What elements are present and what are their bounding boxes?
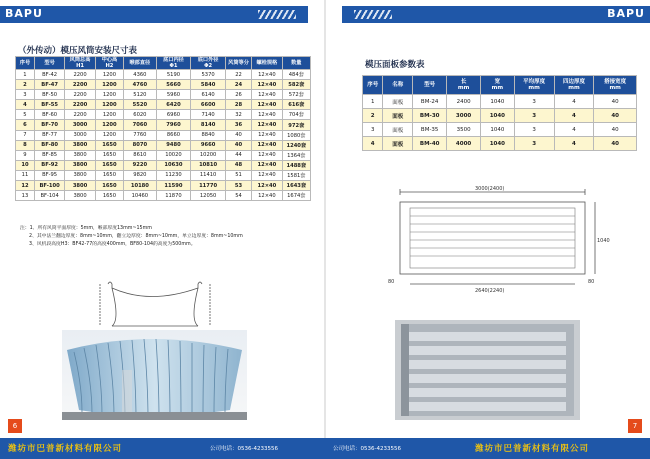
table-cell: 3500 (447, 123, 481, 137)
table-cell: 12×40 (252, 130, 282, 140)
col-name: 名称 (383, 76, 413, 95)
table-cell: 3 (514, 95, 554, 109)
table-cell: 6420 (156, 100, 191, 110)
col-quantity: 数量 (282, 57, 310, 70)
table-cell: 1674套 (282, 191, 310, 201)
table-cell: 1650 (95, 181, 123, 191)
table-cell: 4 (554, 123, 594, 137)
table-cell: 8 (16, 140, 35, 150)
table-cell: 7060 (124, 120, 157, 130)
table-cell: 9660 (191, 140, 226, 150)
table-cell: 面板 (383, 95, 413, 109)
table-cell: 11590 (156, 181, 191, 191)
table-cell: 51 (225, 170, 251, 180)
table-cell: 6140 (191, 90, 226, 100)
panel-table-body (363, 95, 637, 151)
table-cell: BF-42 (34, 70, 64, 80)
table-cell: 7 (16, 130, 35, 140)
stripe-decoration (258, 10, 296, 19)
table-cell: 3800 (65, 160, 95, 170)
panel-technical-drawing (380, 180, 610, 295)
col-divisions: 风筒等分 (225, 57, 251, 70)
table-header-row (363, 76, 637, 95)
table-cell: 2200 (65, 100, 95, 110)
brand-logo-left: BAPU (5, 7, 43, 20)
table-cell: 面板 (383, 109, 413, 123)
table-cell: 2200 (65, 80, 95, 90)
table-row (16, 160, 311, 170)
table-cell: 40 (594, 137, 637, 151)
table-cell: 8610 (124, 150, 157, 160)
table-cell: 6960 (156, 110, 191, 120)
table-row (363, 109, 637, 123)
table-cell: 1581套 (282, 170, 310, 180)
cooling-tower-photo (62, 330, 247, 420)
duct-profile-drawing (90, 270, 230, 330)
table-cell: 3000 (65, 130, 95, 140)
table-cell: BF-100 (34, 181, 64, 191)
table-cell: 9 (16, 150, 35, 160)
table-cell: 1040 (480, 95, 514, 109)
table-cell: 1650 (95, 150, 123, 160)
table-cell: 40 (594, 109, 637, 123)
table-cell: BF-70 (34, 120, 64, 130)
table-cell: 11870 (156, 191, 191, 201)
left-table-title: （外传动）模压风筒安装尺寸表 (18, 46, 138, 56)
table-cell: 9820 (124, 170, 157, 180)
table-cell: 7960 (156, 120, 191, 130)
table-cell: 5840 (191, 80, 226, 90)
table-cell: 1200 (95, 110, 123, 120)
table-row (16, 90, 311, 100)
table-cell: 2200 (65, 110, 95, 120)
table-cell: 1200 (95, 100, 123, 110)
table-cell: 1650 (95, 170, 123, 180)
table-cell: 1240套 (282, 140, 310, 150)
table-cell: 3 (16, 90, 35, 100)
table-cell: BF-47 (34, 80, 64, 90)
table-cell: 4 (554, 95, 594, 109)
table-cell: 12×40 (252, 70, 282, 80)
table-cell: 12×40 (252, 140, 282, 150)
table-cell: 7140 (191, 110, 226, 120)
table-cell: 10460 (124, 191, 157, 201)
table-cell: 3 (514, 123, 554, 137)
table-cell: 12×40 (252, 191, 282, 201)
table-cell: 12050 (191, 191, 226, 201)
col-throat-diameter: 喉部直径 (124, 57, 157, 70)
table-cell: 12×40 (252, 100, 282, 110)
table-cell: 1650 (95, 191, 123, 201)
table-cell: 11230 (156, 170, 191, 180)
table-cell: BF-80 (34, 140, 64, 150)
table-cell: 484套 (282, 70, 310, 80)
table-cell: 44 (225, 150, 251, 160)
table-cell: 40 (225, 130, 251, 140)
table-cell: 3800 (65, 191, 95, 201)
table-cell: 6 (16, 120, 35, 130)
table-cell: 40 (594, 95, 637, 109)
table-cell: BM-30 (413, 109, 447, 123)
col-avg-thickness: 平均厚度 mm (514, 76, 554, 95)
table-cell: 5960 (156, 90, 191, 100)
table-cell: 12×40 (252, 120, 282, 130)
table-row (363, 95, 637, 109)
table-cell: 1200 (95, 130, 123, 140)
page-number-right: 7 (628, 419, 642, 433)
table-row (16, 80, 311, 90)
table-cell: 3000 (447, 109, 481, 123)
table-row (16, 191, 311, 201)
table-cell: BF-95 (34, 170, 64, 180)
company-name-left: 潍坊市巴普新材料有限公司 (8, 444, 123, 454)
table-cell: 10 (16, 160, 35, 170)
table-cell: 616套 (282, 100, 310, 110)
table-cell: 9220 (124, 160, 157, 170)
table-cell: BF-60 (34, 110, 64, 120)
footer-bar-right (325, 438, 650, 459)
dim-side: 1040 (597, 238, 610, 244)
table-cell: 2400 (447, 95, 481, 109)
table-cell: 12×40 (252, 80, 282, 90)
table-cell: 1040 (480, 123, 514, 137)
col-bolt-spec: 螺栓规格 (252, 57, 282, 70)
table-row (16, 70, 311, 80)
table-cell: 3000 (65, 120, 95, 130)
table-cell: BF-77 (34, 130, 64, 140)
dim-left: 80 (388, 279, 395, 285)
table-row (16, 130, 311, 140)
table-cell: 1200 (95, 120, 123, 130)
table-row (16, 181, 311, 191)
table-cell: 11 (16, 170, 35, 180)
table-cell: 48 (225, 160, 251, 170)
table-cell: 4 (16, 100, 35, 110)
table-cell: 11770 (191, 181, 226, 191)
table-row (16, 170, 311, 180)
table-cell: BM-24 (413, 95, 447, 109)
table-cell: 54 (225, 191, 251, 201)
table-cell: 3 (363, 123, 383, 137)
right-table-title: 模压面板参数表 (365, 60, 425, 70)
table-cell: 6020 (124, 110, 157, 120)
table-cell: 1 (363, 95, 383, 109)
table-cell: 3 (514, 137, 554, 151)
notes-block (20, 225, 243, 250)
top-bar-right (342, 6, 650, 23)
brand-logo-right: BAPU (607, 7, 645, 20)
table-cell: 972套 (282, 120, 310, 130)
table-cell: 36 (225, 120, 251, 130)
table-cell: BF-85 (34, 150, 64, 160)
table-cell: 12×40 (252, 110, 282, 120)
table-cell: 10810 (191, 160, 226, 170)
table-cell: 1 (16, 70, 35, 80)
table-row (16, 100, 311, 110)
company-name-right: 潍坊市巴普新材料有限公司 (475, 444, 590, 454)
col-model: 型号 (34, 57, 64, 70)
table-cell: 4360 (124, 70, 157, 80)
table-cell: 10200 (191, 150, 226, 160)
table-cell: 32 (225, 110, 251, 120)
table-cell: 3800 (65, 181, 95, 191)
table-cell: 40 (594, 123, 637, 137)
table-cell: 26 (225, 90, 251, 100)
table-cell: 1040 (480, 137, 514, 151)
duct-table-body (16, 70, 311, 201)
table-cell: 1200 (95, 70, 123, 80)
table-cell: 5520 (124, 100, 157, 110)
table-cell: 8840 (191, 130, 226, 140)
table-cell: 12×40 (252, 181, 282, 191)
dim-top: 3000(2400) (475, 186, 505, 192)
col-center-height: 中心高 H2 (95, 57, 123, 70)
stripe-decoration (354, 10, 392, 19)
table-cell: 12×40 (252, 150, 282, 160)
table-cell: 582套 (282, 80, 310, 90)
col-outer-diameter: 底口外径 Φ2 (191, 57, 226, 70)
table-cell: BF-55 (34, 100, 64, 110)
table-cell: 7760 (124, 130, 157, 140)
col-edge-thickness: 四边厚度 mm (554, 76, 594, 95)
table-cell: 1488套 (282, 160, 310, 170)
panel-parameter-table (362, 75, 637, 151)
table-cell: 1364套 (282, 150, 310, 160)
table-cell: 10020 (156, 150, 191, 160)
phone-right: 公司电话：0536-4233556 (333, 446, 401, 452)
table-cell: 8070 (124, 140, 157, 150)
table-cell: 12×40 (252, 160, 282, 170)
table-cell: 1650 (95, 160, 123, 170)
table-cell: 4 (554, 137, 594, 151)
col-index: 序号 (16, 57, 35, 70)
table-cell: 1643套 (282, 181, 310, 191)
table-row (16, 120, 311, 130)
table-cell: 10630 (156, 160, 191, 170)
table-cell: 2200 (65, 90, 95, 100)
col-model: 型号 (413, 76, 447, 95)
table-cell: BM-40 (413, 137, 447, 151)
table-cell: 12 (16, 181, 35, 191)
table-cell: 5120 (124, 90, 157, 100)
col-total-height: 风筒总高 H1 (65, 57, 95, 70)
table-cell: 13 (16, 191, 35, 201)
table-cell: 2200 (65, 70, 95, 80)
table-header-row (16, 57, 311, 70)
dim-bottom: 2640(2240) (475, 288, 505, 294)
table-cell: 1080套 (282, 130, 310, 140)
table-cell: 1200 (95, 90, 123, 100)
right-page (325, 0, 650, 459)
table-cell: 22 (225, 70, 251, 80)
col-index: 序号 (363, 76, 383, 95)
duct-dimension-table (15, 56, 311, 201)
table-cell: 572套 (282, 90, 310, 100)
table-cell: 8660 (156, 130, 191, 140)
table-row (363, 137, 637, 151)
top-bar-left (0, 6, 308, 23)
panel-photo (395, 320, 580, 420)
dim-right: 80 (588, 279, 595, 285)
table-cell: 1650 (95, 140, 123, 150)
table-cell: 面板 (383, 123, 413, 137)
table-cell: 2 (16, 80, 35, 90)
col-overlap-width: 搭接宽度 mm (594, 76, 637, 95)
table-cell: 12×40 (252, 90, 282, 100)
table-cell: 1200 (95, 80, 123, 90)
table-cell: BF-50 (34, 90, 64, 100)
col-length: 长 mm (447, 76, 481, 95)
col-inner-diameter: 底口内径 Φ1 (156, 57, 191, 70)
table-row (16, 110, 311, 120)
table-cell: 53 (225, 181, 251, 191)
table-cell: 704套 (282, 110, 310, 120)
note-2: 2、其中法兰翻边厚度：8mm~10mm，翻立边厚度：8mm~10mm，单立边厚度：8mm~10mm (29, 234, 243, 240)
table-cell: 28 (225, 100, 251, 110)
table-cell: 9480 (156, 140, 191, 150)
table-cell: 10180 (124, 181, 157, 191)
table-cell: 4 (554, 109, 594, 123)
table-cell: 12×40 (252, 170, 282, 180)
table-cell: 5660 (156, 80, 191, 90)
table-cell: 3800 (65, 140, 95, 150)
table-row (16, 150, 311, 160)
table-cell: 24 (225, 80, 251, 90)
table-cell: 8140 (191, 120, 226, 130)
note-1: 注：1、所有风筒平面厚度：5mm，喉部厚度13mm~15mm (20, 226, 152, 231)
table-cell: 4 (363, 137, 383, 151)
table-cell: 4760 (124, 80, 157, 90)
table-cell: 2 (363, 109, 383, 123)
table-cell: 面板 (383, 137, 413, 151)
table-cell: 6600 (191, 100, 226, 110)
table-cell: 3800 (65, 150, 95, 160)
table-cell: 40 (225, 140, 251, 150)
table-cell: 1040 (480, 109, 514, 123)
col-width: 宽 mm (480, 76, 514, 95)
table-cell: BF-92 (34, 160, 64, 170)
table-cell: 11410 (191, 170, 226, 180)
table-cell: 3800 (65, 170, 95, 180)
note-3: 3、风机段高度H3：BF42-77的高度400mm，BF80-104的高度为500mm。 (29, 242, 196, 248)
footer-bar-left (0, 438, 325, 459)
table-cell: BF-104 (34, 191, 64, 201)
phone-left: 公司电话：0536-4233556 (210, 446, 278, 452)
table-cell: 5 (16, 110, 35, 120)
table-cell: 5370 (191, 70, 226, 80)
table-cell: 3 (514, 109, 554, 123)
table-cell: 4000 (447, 137, 481, 151)
page-number-left: 6 (8, 419, 22, 433)
table-row (16, 140, 311, 150)
table-cell: BM-35 (413, 123, 447, 137)
table-cell: 5190 (156, 70, 191, 80)
table-row (363, 123, 637, 137)
